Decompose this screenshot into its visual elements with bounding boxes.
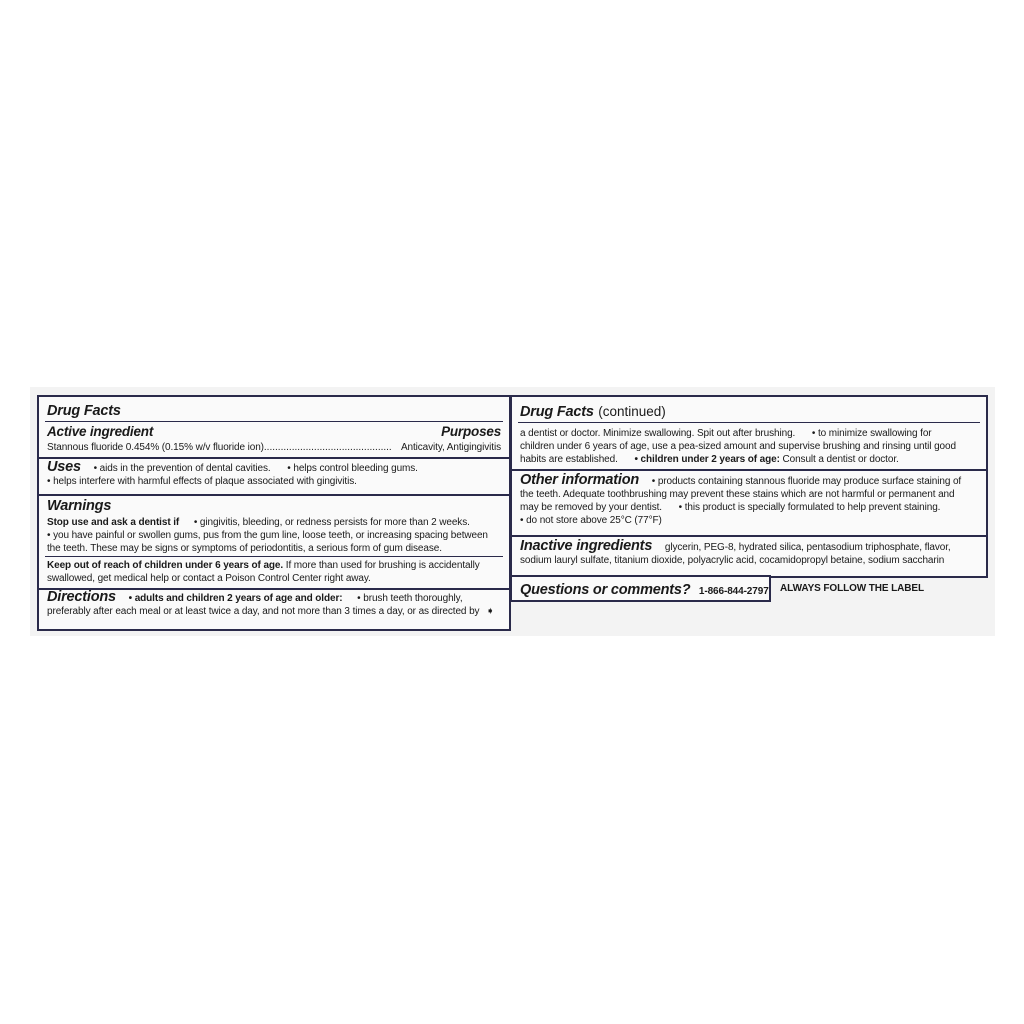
right-title bbox=[520, 403, 666, 421]
always-follow-label: ALWAYS FOLLOW THE LABEL bbox=[780, 583, 924, 594]
section-divider bbox=[512, 469, 986, 471]
keep-out-bold: Keep out of reach of children under 6 years of age. bbox=[47, 560, 284, 571]
directions-cont-item: • to minimize swallowing for bbox=[812, 428, 932, 439]
drug-facts-left-panel bbox=[37, 395, 511, 631]
questions-phone: 1-866-844-2797 bbox=[698, 586, 769, 597]
directions-section bbox=[47, 591, 501, 618]
other-info-text: the teeth. Adequate toothbrushing may prevent these stains which are not harmful or permanent and bbox=[520, 489, 955, 500]
children-under-2-bold: • children under 2 years of age: bbox=[634, 454, 779, 465]
active-ingredient-heading: Active ingredient bbox=[47, 424, 154, 439]
questions-heading: Questions or comments? bbox=[520, 582, 691, 598]
title-divider bbox=[45, 421, 503, 422]
warnings-heading: Warnings bbox=[47, 498, 112, 514]
other-info-text: may be removed by your dentist. bbox=[520, 502, 662, 513]
directions-cont-text: a dentist or doctor. Minimize swallowing. Spit out after brushing. bbox=[520, 428, 796, 439]
stop-use-lead: Stop use and ask a dentist if bbox=[47, 517, 180, 528]
section-divider bbox=[39, 457, 509, 459]
directions-continued bbox=[520, 427, 978, 466]
other-information-section bbox=[520, 474, 978, 527]
active-ingredient-text: Stannous fluoride 0.454% (0.15% w/v fluoride ion) bbox=[47, 442, 264, 453]
keep-out-of-reach bbox=[47, 559, 501, 585]
uses-item: • helps interfere with harmful effects of plaque associated with gingivitis. bbox=[47, 475, 501, 488]
section-divider bbox=[39, 494, 509, 496]
title-divider bbox=[518, 422, 980, 423]
purpose-text: Anticavity, Antigingivitis bbox=[400, 442, 501, 453]
inactive-ingredients-text: sodium lauryl sulfate, titanium dioxide, polyacrylic acid, cocamidopropyl betaine, sodium saccharin bbox=[520, 555, 945, 566]
uses-item: • aids in the prevention of dental cavities. bbox=[94, 463, 271, 474]
children-under-2-text: Consult a dentist or doctor. bbox=[782, 454, 899, 465]
active-ingredient-row bbox=[47, 441, 501, 454]
drug-facts-title-continued: Drug Facts bbox=[520, 404, 594, 420]
purposes-heading: Purposes bbox=[441, 424, 501, 439]
drug-facts-title: Drug Facts bbox=[47, 403, 121, 419]
directions-item: • brush teeth thoroughly, bbox=[357, 593, 462, 604]
directions-lead: • adults and children 2 years of age and older: bbox=[129, 593, 343, 604]
stop-use-item: • gingivitis, bleeding, or redness persists for more than 2 weeks. bbox=[194, 517, 470, 528]
other-info-item: • products containing stannous fluoride may produce surface staining of bbox=[652, 476, 961, 487]
section-divider bbox=[512, 535, 986, 537]
other-info-item: • this product is specially formulated to help prevent staining. bbox=[679, 502, 941, 513]
stop-use-item-cont: the teeth. These may be signs or symptoms of periodontitis, a serious form of gum disease. bbox=[47, 543, 442, 554]
keep-out-text: If more than used for brushing is accidentally bbox=[285, 560, 480, 571]
keep-out-text-cont: swallowed, get medical help or contact a Poison Control Center right away. bbox=[47, 573, 371, 584]
uses-item: • helps control bleeding gums. bbox=[287, 463, 418, 474]
uses-section bbox=[47, 461, 501, 488]
uses-heading: Uses bbox=[47, 459, 81, 475]
continue-arrow-icon: ➧ bbox=[486, 606, 495, 617]
inactive-ingredients-heading: Inactive ingredients bbox=[520, 538, 653, 554]
directions-heading: Directions bbox=[47, 589, 116, 605]
inactive-ingredients-text: glycerin, PEG-8, hydrated silica, pentasodium triphosphate, flavor, bbox=[664, 542, 951, 553]
other-info-item: • do not store above 25°C (77°F) bbox=[520, 514, 978, 527]
leader-dots: .............................................. bbox=[263, 442, 392, 453]
stop-use-item: • you have painful or swollen gums, pus from the gum line, loose teeth, or increasing spacing between bbox=[47, 529, 501, 542]
directions-cont-text: habits are established. bbox=[520, 454, 618, 465]
continued-suffix: (continued) bbox=[598, 404, 666, 419]
questions-box bbox=[510, 575, 771, 602]
drug-facts-right-panel bbox=[510, 395, 988, 578]
directions-cont-text: children under 6 years of age, use a pea-sized amount and supervise brushing and rinsing until good bbox=[520, 441, 956, 452]
warnings-stop-use bbox=[47, 516, 501, 555]
other-information-heading: Other information bbox=[520, 472, 640, 488]
inactive-ingredients-section bbox=[520, 540, 978, 567]
warnings-divider bbox=[45, 556, 503, 557]
directions-text: preferably after each meal or at least twice a day, and not more than 3 times a day, or as directed by bbox=[47, 606, 480, 617]
